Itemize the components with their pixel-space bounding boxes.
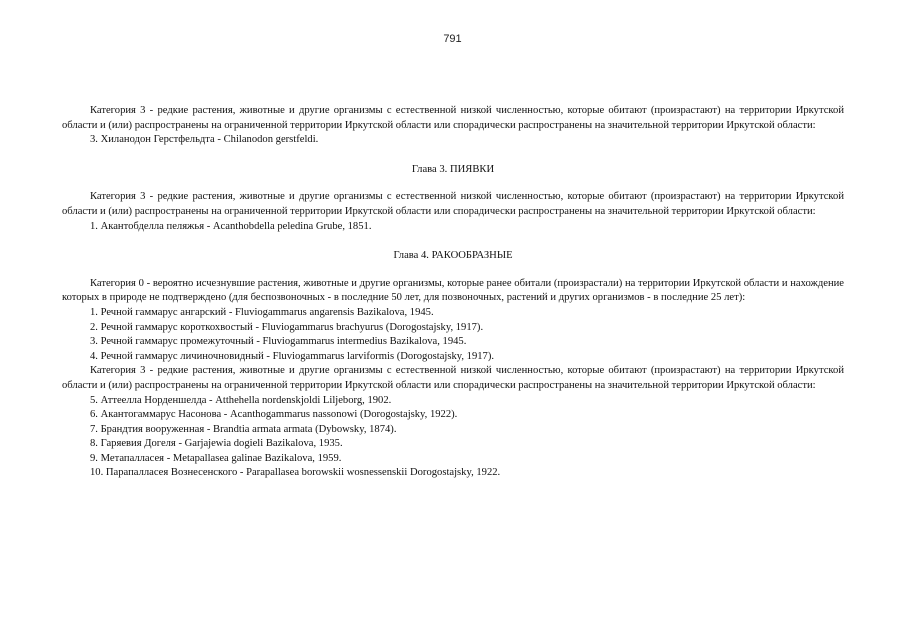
list-item: 4. Речной гаммарус личиночновидный - Fluviogammarus larviformis (Dorogostajsky, 1917). <box>90 350 495 362</box>
list-item: 5. Аттеелла Норденшелда - Atthehella nordenskjoldi Liljeborg, 1902. <box>90 394 392 406</box>
category-3-paragraph: Категория 3 - редкие растения, животные и другие организмы с естественной низкой численностью, которые обитают (произрастают) на территории Иркутской области и (или) распространены на ограниченной территории Иркутской области или спорадически распространены на значительной территории Иркутской области: <box>62 365 844 391</box>
page-number: 791 <box>443 33 462 45</box>
chapter-heading-crustaceans: Глава 4. РАКООБРАЗНЫЕ <box>393 250 513 262</box>
list-item: 7. Брандтия вооруженная - Brandtia armata armata (Dybowsky, 1874). <box>90 423 397 435</box>
chapter-heading-leeches: Глава 3. ПИЯВКИ <box>411 163 495 175</box>
list-item: 8. Гаряевия Догеля - Garjajewia dogieli Bazikalova, 1935. <box>90 438 343 450</box>
list-item: 1. Речной гаммарус ангарский - Fluviogammarus angarensis Bazikalova, 1945. <box>90 306 434 318</box>
list-item: 2. Речной гаммарус короткохвостый - Fluviogammarus brachyurus (Dorogostajsky, 1917). <box>90 321 484 333</box>
list-item: 9. Метапалласея - Metapallasea galinae Bazikalova, 1959. <box>90 452 342 464</box>
category-3-paragraph: Категория 3 - редкие растения, животные и другие организмы с естественной низкой численностью, которые обитают (произрастают) на территории Иркутской области и (или) распространены на ограниченной территории Иркутской области или спорадически распространены на значительной территории Иркутской области: <box>62 105 844 131</box>
list-item: 6. Акантогаммарус Насонова - Acanthogammarus nassonowi (Dorogostajsky, 1922). <box>90 409 458 421</box>
list-item: 10. Парапалласея Вознесенского - Parapallasea borowskii wosnessenskii Dorogostajsky, 1922. <box>90 467 501 479</box>
list-item: 3. Хиланодон Герстфельдта - Chilanodon gerstfeldi. <box>90 134 319 146</box>
list-item: 3. Речной гаммарус промежуточный - Fluviogammarus intermedius Bazikalova, 1945. <box>90 336 467 348</box>
category-0-paragraph: Категория 0 - вероятно исчезнувшие растения, животные и другие организмы, которые ранее обитали (произрастали) на территории Иркутской области и нахождение которых в природе не подтверждено (для беспозвоночных - в последние 50 лет, для позвоночных, растений и других организмов - в последние 25 лет): <box>62 277 844 304</box>
category-3-paragraph: Категория 3 - редкие растения, животные и другие организмы с естественной низкой численностью, которые обитают (произрастают) на территории Иркутской области и (или) распространены на ограниченной территории Иркутской области или спорадически распространены на значительной территории Иркутской области: <box>62 191 844 217</box>
list-item: 1. Акантобделла пеляжья - Acanthobdella peledina Grube, 1851. <box>90 220 372 232</box>
document-body <box>62 104 844 481</box>
